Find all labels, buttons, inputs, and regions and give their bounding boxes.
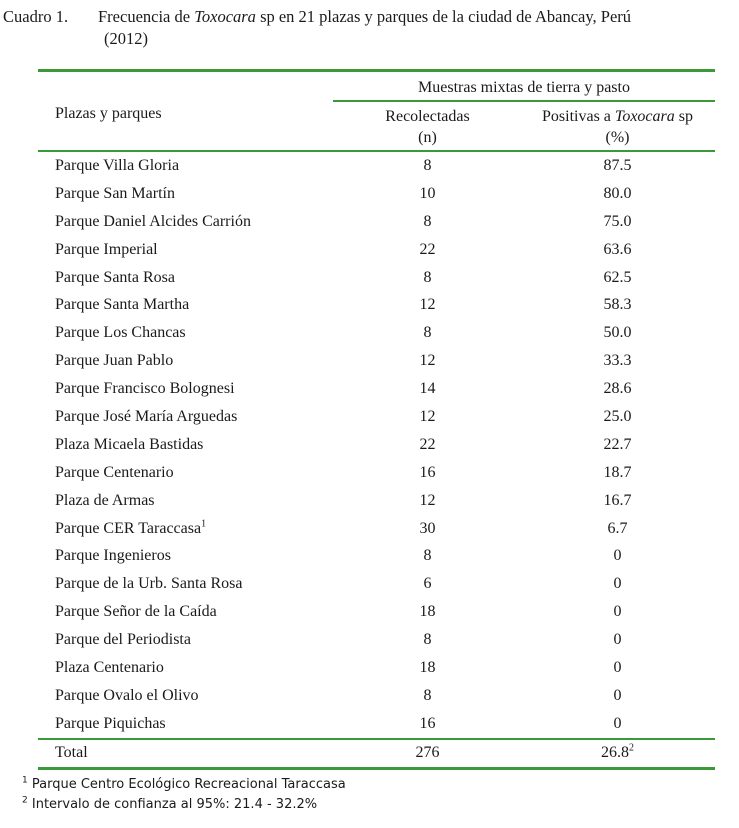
place-name-cell: [55, 626, 191, 654]
place-name: Parque del Periodista: [55, 631, 191, 649]
place-name-cell: [55, 236, 158, 264]
table-row: [0, 626, 739, 654]
place-name: Parque José María Arguedas: [55, 408, 238, 426]
positive-percent-cell: 25.0: [603, 408, 632, 426]
footnote-2-text: Intervalo de confianza al 95%: 21.4 - 32.2%: [27, 797, 318, 812]
positive-percent-cell: 0: [613, 686, 622, 704]
table-row: [0, 459, 739, 487]
total-positive-footnote-mark: 2: [629, 742, 634, 754]
table-row: [0, 375, 739, 403]
collected-cell: 12: [419, 352, 436, 370]
place-name-cell: [55, 598, 217, 626]
positive-percent-cell: 6.7: [607, 519, 628, 537]
positive-percent-cell: 62.5: [603, 268, 632, 286]
place-name-cell: [55, 180, 175, 208]
place-name-cell: [55, 347, 173, 375]
positive-percent-cell: 33.3: [603, 352, 632, 370]
caption-text: [98, 7, 631, 26]
place-name-cell: [55, 264, 175, 292]
place-name-cell: [55, 403, 237, 431]
place-name-cell: [55, 682, 199, 710]
column-header-collected: [335, 106, 520, 148]
place-name-cell: [55, 319, 186, 347]
place-name-cell: [55, 459, 174, 487]
footnote-1-text: Parque Centro Ecológico Recreacional Taraccasa: [27, 777, 346, 792]
place-name: Plaza Micaela Bastidas: [55, 435, 204, 453]
table-row: [0, 403, 739, 431]
place-name: Parque Imperial: [55, 240, 158, 258]
footnote-2-mark: 2: [22, 795, 28, 806]
caption-year: (2012): [104, 29, 148, 48]
place-name-cell: [55, 515, 206, 543]
footnote-1: [22, 776, 346, 794]
place-name: Parque Ovalo el Olivo: [55, 686, 199, 704]
collected-cell: 12: [419, 408, 436, 426]
table-row: [0, 347, 739, 375]
collected-cell: 8: [423, 631, 432, 649]
collected-cell: 30: [419, 519, 436, 537]
table-row: [0, 682, 739, 710]
positive-percent-cell: 0: [613, 631, 622, 649]
place-name: Parque San Martín: [55, 184, 175, 202]
column-header-positive-genus: Toxocara: [614, 108, 675, 125]
place-name: Plaza de Armas: [55, 491, 155, 509]
collected-cell: 22: [419, 240, 436, 258]
collected-cell: 10: [419, 184, 436, 202]
place-name-cell: [55, 710, 166, 738]
table-row: [0, 570, 739, 598]
table-top-rule: [38, 69, 715, 72]
place-footnote-mark: 1: [201, 518, 207, 530]
table-row: [0, 542, 739, 570]
table-row: [0, 291, 739, 319]
positive-percent-cell: 22.7: [603, 435, 632, 453]
caption-label: Cuadro 1.: [3, 7, 69, 26]
collected-cell: 16: [419, 714, 436, 732]
table-row: [0, 152, 739, 180]
place-name: Parque Villa Gloria: [55, 157, 180, 174]
collected-cell: 8: [423, 686, 432, 704]
table-bottom-rule: [38, 767, 715, 770]
table-row: [0, 654, 739, 682]
column-header-positive: [520, 106, 715, 148]
table-row: [0, 598, 739, 626]
place-name: Parque Señor de la Caída: [55, 603, 217, 621]
place-name-cell: [55, 291, 189, 319]
column-header-places: Plazas y parques: [55, 105, 162, 122]
place-name: Parque Daniel Alcides Carrión: [55, 212, 251, 230]
collected-cell: 12: [419, 296, 436, 314]
group-header-rule: [333, 100, 715, 102]
place-name: Parque CER Taraccasa: [55, 519, 202, 537]
place-name-cell: [55, 542, 171, 570]
place-name-cell: [55, 431, 203, 459]
place-name: Parque Los Chancas: [55, 324, 186, 342]
place-name-cell: [55, 654, 164, 682]
footnote-2: [22, 796, 317, 814]
table-caption: [3, 6, 733, 50]
caption-text-after: sp en 21 plazas y parques de la ciudad de Abancay, Perú: [255, 7, 632, 26]
positive-percent-cell: 18.7: [603, 463, 632, 481]
table-row: [0, 431, 739, 459]
positive-percent-cell: 58.3: [603, 296, 632, 314]
positive-percent-cell: 0: [613, 575, 622, 593]
collected-cell: 12: [419, 491, 436, 509]
positive-percent-cell: 16.7: [603, 491, 632, 509]
group-header: Muestras mixtas de tierra y pasto: [418, 79, 630, 96]
place-name-cell: [55, 570, 243, 598]
positive-percent-cell: 28.6: [603, 380, 632, 398]
total-positive-value: 26.8: [601, 744, 629, 761]
caption-text-before: Frecuencia de: [98, 7, 195, 26]
positive-percent-cell: 80.0: [603, 184, 632, 202]
collected-cell: 8: [423, 212, 432, 230]
table-row: [0, 710, 739, 738]
place-name-cell: [55, 208, 251, 236]
place-name: Parque Santa Martha: [55, 296, 190, 314]
positive-percent-cell: 50.0: [603, 324, 632, 342]
positive-percent-cell: 75.0: [603, 212, 632, 230]
place-name: Parque Juan Pablo: [55, 352, 174, 370]
place-name-cell: [55, 375, 235, 403]
table-row: [0, 264, 739, 292]
table-body: [0, 152, 739, 738]
total-row: [0, 740, 739, 766]
place-name: Parque Francisco Bolognesi: [55, 380, 235, 398]
place-name-cell: [55, 152, 179, 180]
total-collected: 276: [415, 744, 440, 761]
column-header-collected-line1: Recolectadas: [385, 108, 470, 125]
collected-cell: 18: [419, 659, 436, 677]
total-label: Total: [55, 744, 88, 761]
place-name: Parque Santa Rosa: [55, 268, 175, 286]
collected-cell: 6: [423, 575, 432, 593]
table-row: [0, 487, 739, 515]
collected-cell: 22: [419, 435, 436, 453]
positive-percent-cell: 0: [613, 603, 622, 621]
place-name: Parque de la Urb. Santa Rosa: [55, 575, 243, 593]
column-header-positive-line1: [520, 106, 715, 127]
positive-percent-cell: 0: [613, 547, 622, 565]
collected-cell: 8: [423, 324, 432, 342]
positive-percent-cell: 0: [613, 714, 622, 732]
collected-cell: 8: [423, 547, 432, 565]
place-name: Parque Piquichas: [55, 714, 166, 732]
place-name-cell: [55, 487, 155, 515]
collected-cell: 8: [423, 268, 432, 286]
table-row: [0, 208, 739, 236]
positive-percent-cell: 63.6: [603, 240, 632, 258]
collected-cell: 16: [419, 463, 436, 481]
table-row: [0, 319, 739, 347]
positive-percent-cell: 0: [613, 659, 622, 677]
column-header-positive-line2: (%): [605, 129, 630, 146]
column-header-positive-suffix: sp: [674, 108, 693, 125]
collected-cell: 18: [419, 603, 436, 621]
total-positive: [520, 740, 715, 766]
table-row: [0, 236, 739, 264]
table-row: [0, 515, 739, 543]
place-name: Plaza Centenario: [55, 659, 164, 677]
footnote-1-mark: 1: [22, 775, 28, 786]
place-name: Parque Centenario: [55, 463, 174, 481]
column-header-positive-prefix: Positivas a: [542, 108, 615, 125]
caption-genus: Toxocara: [194, 7, 256, 26]
column-header-collected-line2: (n): [418, 129, 437, 146]
positive-percent-cell: 87.5: [603, 157, 632, 174]
table-row: [0, 180, 739, 208]
collected-cell: 8: [423, 157, 432, 174]
collected-cell: 14: [419, 380, 436, 398]
place-name: Parque Ingenieros: [55, 547, 171, 565]
